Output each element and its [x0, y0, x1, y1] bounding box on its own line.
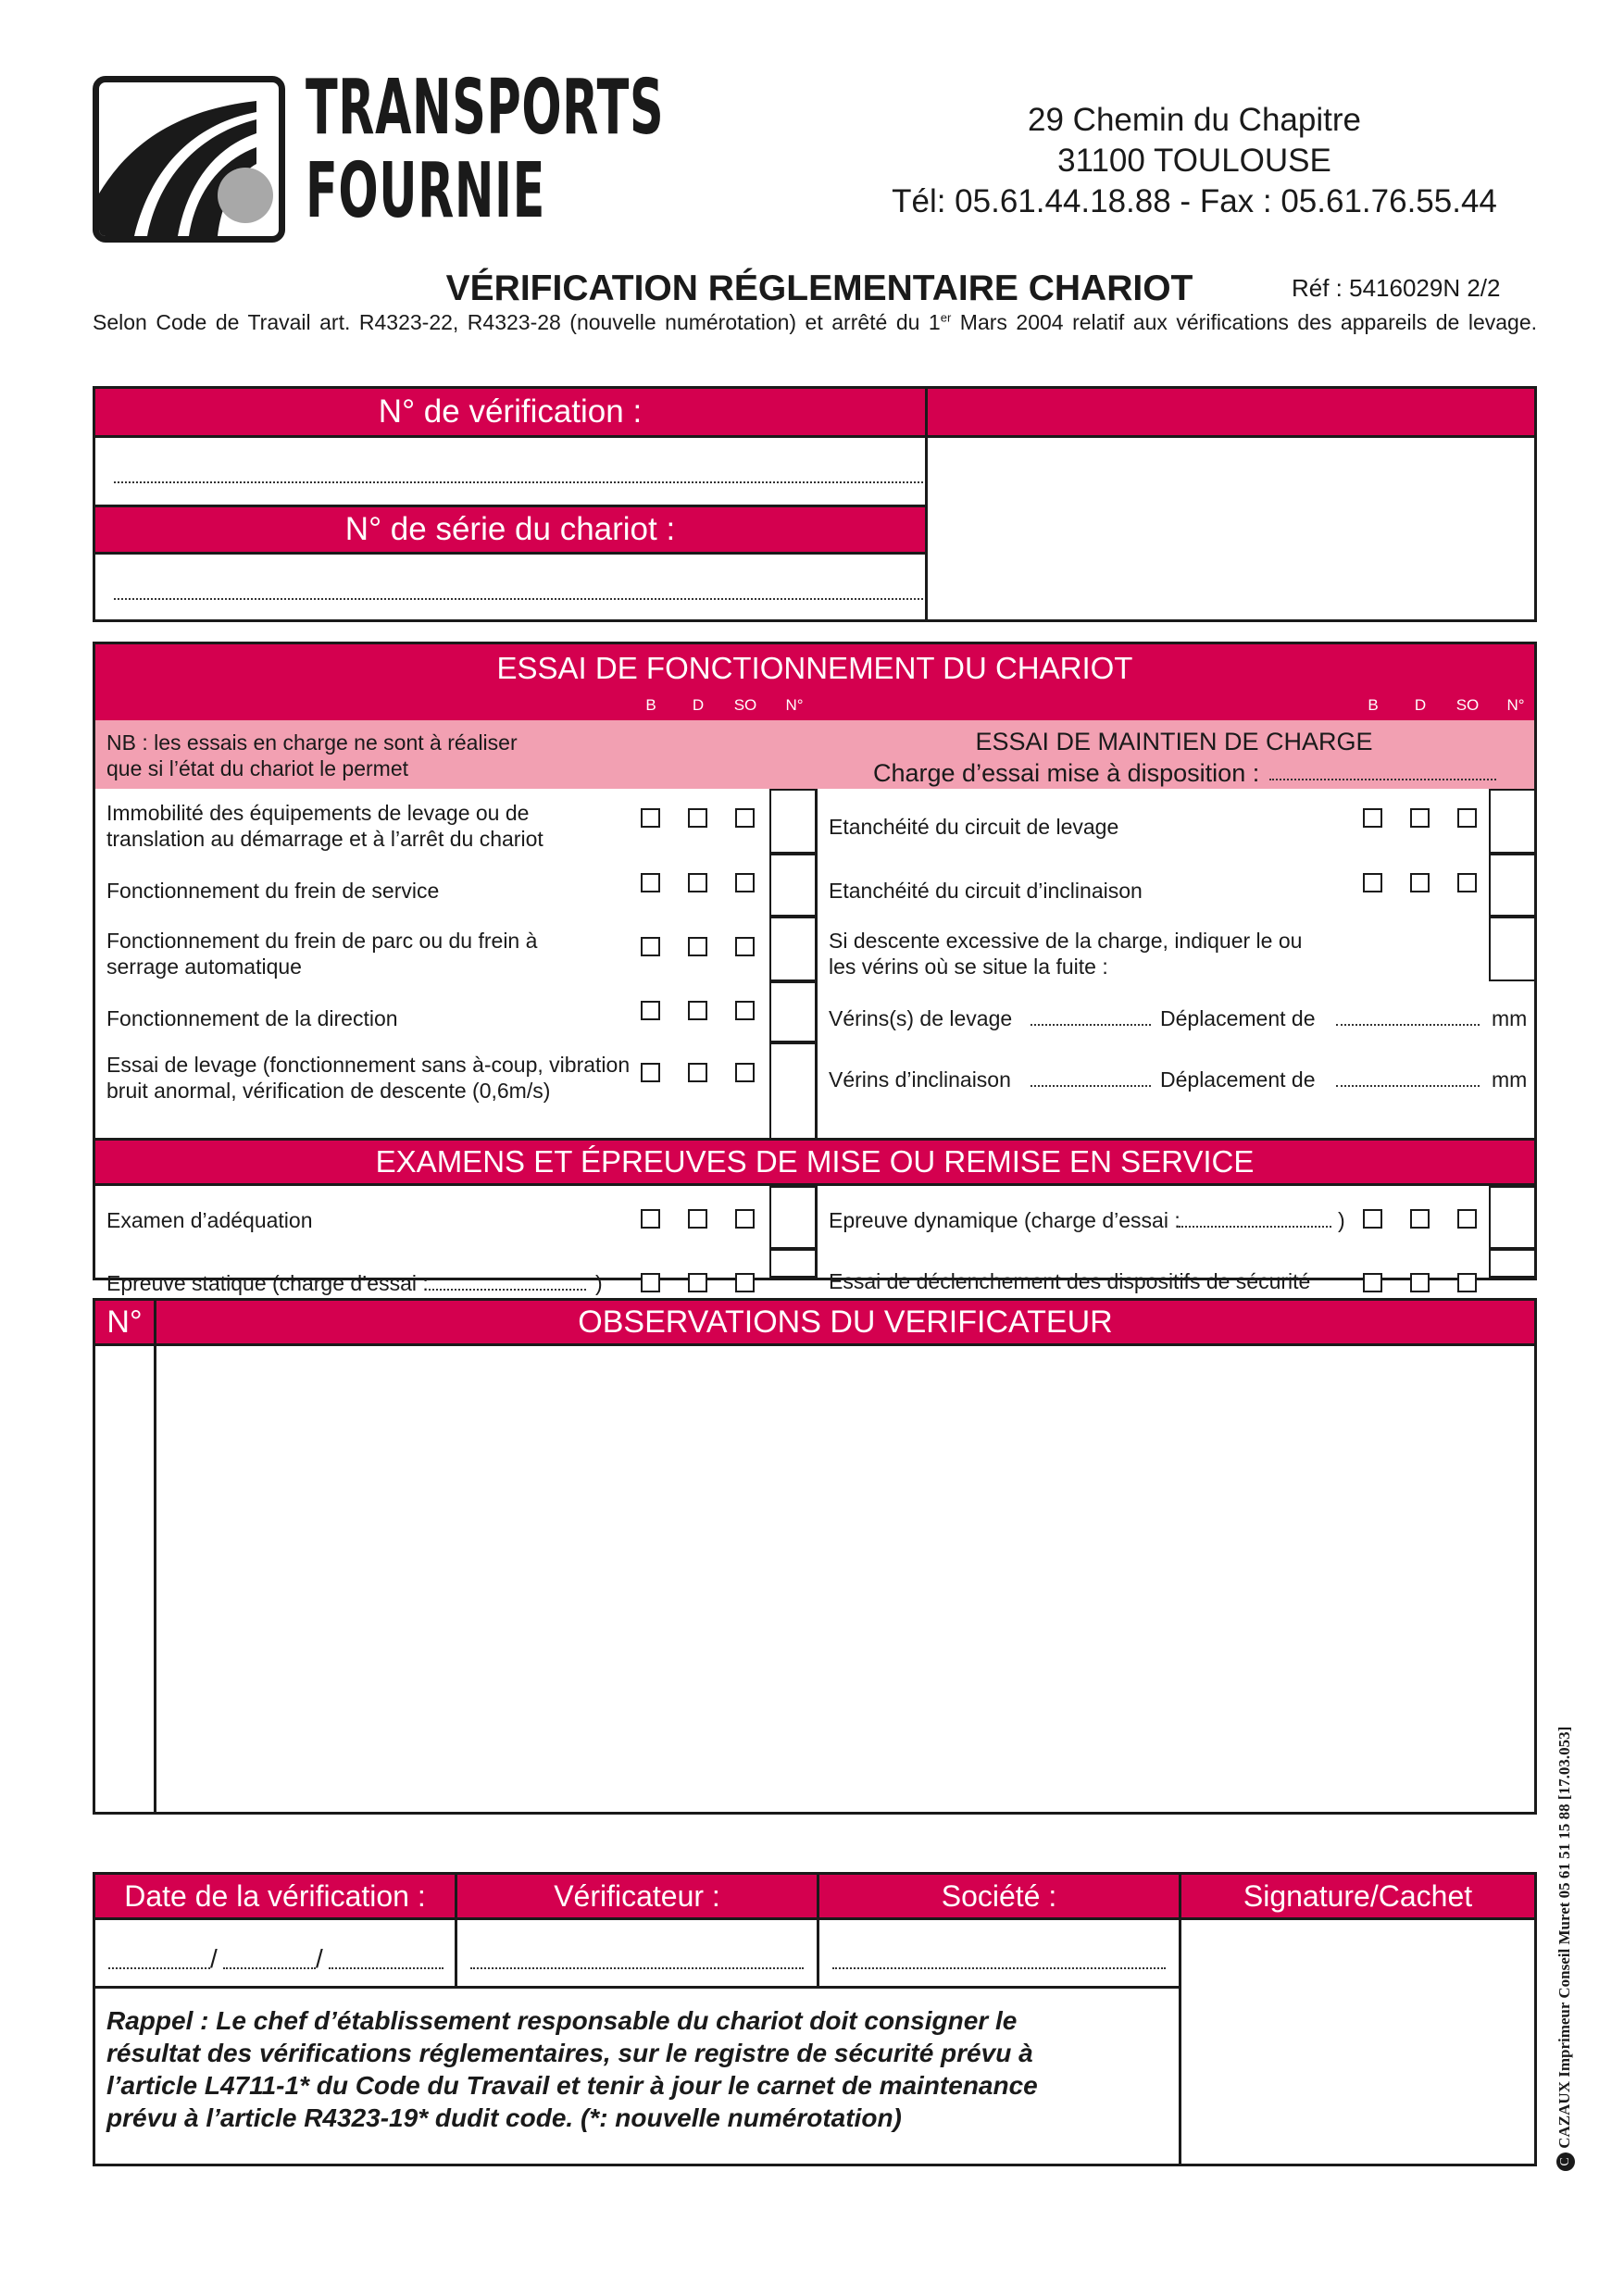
essai-header — [95, 644, 1534, 720]
number-box[interactable] — [769, 1249, 815, 1278]
number-box[interactable] — [1489, 1186, 1534, 1249]
divider — [95, 552, 925, 555]
checkbox-b[interactable] — [641, 1273, 660, 1292]
number-box[interactable] — [769, 917, 815, 981]
observations-box — [93, 1298, 1537, 1815]
observations-num-header: N° — [95, 1301, 154, 1343]
checkbox-b[interactable] — [1363, 1209, 1382, 1229]
checkbox-b[interactable] — [641, 808, 660, 828]
essai-row-2 — [106, 878, 439, 904]
vertical-divider — [815, 789, 818, 1141]
number-box[interactable] — [1489, 789, 1534, 854]
verin-inclinaison-field[interactable] — [1031, 1085, 1151, 1087]
row-text: Immobilité des équipements de levage ou de — [106, 801, 530, 825]
number-box[interactable] — [1489, 854, 1534, 917]
company-logo — [93, 76, 285, 243]
number-box[interactable] — [769, 854, 815, 917]
essai-row-1 — [106, 800, 543, 852]
subtitle-text-1: Selon Code de Travail art. R4323-22, R4323-28 (nouvelle numérotation) et arrêté du 1 — [93, 310, 941, 334]
brand-line-1: TRANSPORTS — [306, 64, 665, 152]
row-text: Fonctionnement du frein de service — [106, 879, 440, 903]
checkbox-d[interactable] — [688, 808, 707, 828]
rappel-line-3: l’article L4711-1* du Code du Travail et tenir à jour le carnet de maintenance — [106, 2071, 1038, 2100]
reference-number: Réf : 5416029N 2/2 — [1292, 274, 1501, 302]
checkbox-d[interactable] — [688, 937, 707, 956]
observations-title: OBSERVATIONS DU VERIFICATEUR — [156, 1301, 1534, 1343]
row-text: Fonctionnement du frein de parc ou du frein à — [106, 929, 538, 953]
copyright-icon: C — [1556, 2152, 1575, 2171]
deplacement-label: Déplacement de — [1160, 1006, 1316, 1030]
rappel-line-2: résultat des vérifications réglementaires, sur le registre de sécurité prévu à — [106, 2039, 1033, 2067]
col-header-so-right: SO — [1455, 696, 1480, 714]
date-header: Date de la vérification : — [95, 1875, 455, 1917]
col-header-d: D — [692, 696, 705, 714]
address-contact: Tél: 05.61.44.18.88 - Fax : 05.61.76.55.44 — [892, 183, 1497, 219]
checkbox-d[interactable] — [1410, 808, 1430, 828]
col-header-num-right: N° — [1506, 696, 1525, 714]
checkbox-so[interactable] — [1457, 808, 1477, 828]
maintien-title: ESSAI DE MAINTIEN DE CHARGE — [975, 728, 1373, 755]
number-box[interactable] — [769, 789, 815, 854]
maintien-row-3 — [829, 928, 1302, 980]
checkbox-d[interactable] — [688, 1063, 707, 1082]
subtitle-text-2: Mars 2004 relatif aux vérifications des appareils de levage. — [951, 310, 1538, 334]
checkbox-b[interactable] — [641, 1001, 660, 1020]
row-text: les vérins où se situe la fuite : — [829, 955, 1108, 979]
printer-imprint-text: CAZAUX Imprimeur Conseil Muret 05 61 51 15 88 [17.03.053] — [1555, 1726, 1573, 2149]
verification-number-header: N° de vérification : — [95, 389, 925, 435]
row-text: Fonctionnement de la direction — [106, 1006, 398, 1030]
essai-declenchement-label: Essai de déclenchement des dispositifs de sécurité — [829, 1269, 1311, 1293]
verin-levage-field[interactable] — [1031, 1024, 1151, 1026]
nb-note — [106, 730, 518, 781]
regulation-subtitle — [93, 310, 1537, 335]
epreuve-dynamique-field[interactable] — [1179, 1226, 1331, 1228]
serial-number-header: N° de série du chariot : — [95, 507, 925, 552]
verificateur-field[interactable] — [470, 1967, 804, 1969]
deplacement-label: Déplacement de — [1160, 1067, 1316, 1092]
nb-line-2: que si l’état du chariot le permet — [106, 756, 409, 780]
checkbox-so[interactable] — [735, 1001, 755, 1020]
observations-area[interactable] — [156, 1346, 1534, 1812]
unit-mm: mm — [1492, 1067, 1528, 1092]
essai-title: ESSAI DE FONCTIONNEMENT DU CHARIOT — [496, 651, 1133, 685]
col-header-so: SO — [733, 696, 757, 714]
checkbox-so[interactable] — [735, 1209, 755, 1229]
signature-header: Signature/Cachet — [1181, 1875, 1534, 1917]
number-box[interactable] — [769, 1186, 815, 1249]
row-text: bruit anormal, vérification de descente (0,6m/s) — [106, 1079, 551, 1103]
identification-box — [93, 386, 1537, 622]
checkbox-d[interactable] — [688, 1209, 707, 1229]
epreuve-statique-field[interactable] — [429, 1289, 586, 1291]
printer-imprint — [1555, 1616, 1578, 2171]
checkbox-b[interactable] — [641, 937, 660, 956]
checkbox-d[interactable] — [1410, 873, 1430, 892]
row-text: Essai de levage (fonctionnement sans à-coup, vibration — [106, 1053, 631, 1077]
checkbox-b[interactable] — [1363, 808, 1382, 828]
checkbox-b[interactable] — [1363, 873, 1382, 892]
checkbox-so[interactable] — [735, 1273, 755, 1292]
rappel-line-1: Rappel : Le chef d’établissement responsable du chariot doit consigner le — [106, 2006, 1018, 2035]
brand-name — [306, 64, 665, 235]
checkbox-b[interactable] — [1363, 1273, 1382, 1292]
verification-number-field[interactable] — [114, 481, 923, 483]
epreuve-dynamique-label: Epreuve dynamique (charge d’essai : — [829, 1208, 1181, 1232]
unit-mm: mm — [1492, 1006, 1528, 1030]
verin-inclinaison-label: Vérins d’inclinaison — [829, 1067, 1011, 1092]
examens-title: EXAMENS ET ÉPREUVES DE MISE OU REMISE EN SERVICE — [95, 1141, 1534, 1183]
number-box[interactable] — [1489, 1249, 1534, 1278]
checkbox-so[interactable] — [735, 808, 755, 828]
close-paren: ) — [595, 1271, 603, 1295]
deplacement-inclinaison-field[interactable] — [1336, 1085, 1480, 1087]
checkbox-d[interactable] — [688, 873, 707, 892]
maintien-row-1: Etanchéité du circuit de levage — [829, 815, 1119, 839]
road-logo-icon — [99, 82, 279, 236]
date-separator: / — [210, 1944, 218, 1973]
date-month-field[interactable] — [223, 1967, 316, 1969]
number-box[interactable] — [769, 981, 815, 1042]
rappel-line-4: prévu à l’article R4323-19* dudit code. (*: nouvelle numérotation) — [106, 2103, 902, 2132]
company-address — [815, 100, 1574, 222]
divider — [95, 435, 1534, 438]
identification-right-header — [928, 389, 1534, 435]
examen-adequation: Examen d’adéquation — [106, 1208, 313, 1232]
vertical-divider — [815, 1186, 818, 1278]
checkbox-b[interactable] — [641, 1209, 660, 1229]
signature-area[interactable] — [1181, 1920, 1534, 2164]
address-city: 31100 TOULOUSE — [1057, 143, 1331, 179]
subtitle-sup: er — [940, 310, 952, 325]
serial-number-field[interactable] — [114, 598, 923, 600]
row-text: Si descente excessive de la charge, indiquer le ou — [829, 929, 1303, 953]
checkbox-b[interactable] — [641, 1063, 660, 1082]
checkbox-so[interactable] — [735, 873, 755, 892]
deplacement-levage-field[interactable] — [1336, 1024, 1480, 1026]
row-text: serrage automatique — [106, 955, 302, 979]
number-box[interactable] — [1489, 917, 1534, 981]
col-header-d-right: D — [1414, 696, 1427, 714]
nb-line-1: NB : les essais en charge ne sont à réaliser — [106, 730, 518, 755]
page-title: VÉRIFICATION RÉGLEMENTAIRE CHARIOT — [445, 268, 1193, 308]
checkbox-d[interactable] — [1410, 1273, 1430, 1292]
col-header-b-right: B — [1368, 696, 1379, 714]
signature-table — [93, 1872, 1537, 2166]
address-street: 29 Chemin du Chapitre — [1028, 102, 1361, 138]
societe-field[interactable] — [832, 1967, 1166, 1969]
checkbox-so[interactable] — [1457, 1209, 1477, 1229]
checkbox-so[interactable] — [1457, 873, 1477, 892]
checkbox-d[interactable] — [688, 1273, 707, 1292]
checkbox-so[interactable] — [735, 937, 755, 956]
checkbox-b[interactable] — [641, 873, 660, 892]
essai-row-3 — [106, 928, 537, 980]
date-day-field[interactable] — [108, 1967, 210, 1969]
checkbox-d[interactable] — [1410, 1209, 1430, 1229]
vertical-divider — [925, 389, 928, 619]
checkbox-d[interactable] — [688, 1001, 707, 1020]
essai-row-4 — [106, 1005, 398, 1031]
checkbox-so[interactable] — [1457, 1273, 1477, 1292]
essai-section — [93, 642, 1537, 1295]
rappel-note — [106, 2004, 1038, 2134]
col-header-num: N° — [785, 696, 804, 714]
brand-line-2: FOURNIE — [306, 147, 545, 235]
checkbox-so[interactable] — [735, 1063, 755, 1082]
date-year-field[interactable] — [329, 1967, 443, 1969]
close-paren: ) — [1338, 1208, 1345, 1232]
divider — [95, 1986, 1179, 1989]
epreuve-statique-label: Epreuve statique (charge d’essai : — [106, 1271, 429, 1295]
maintien-charge-label: Charge d’essai mise à disposition : — [873, 759, 1260, 787]
essai-row-5 — [106, 1052, 630, 1104]
row-text: translation au démarrage et à l’arrêt du chariot — [106, 827, 543, 851]
verin-levage-label: Vérins(s) de levage — [829, 1006, 1013, 1030]
number-box[interactable] — [769, 1042, 815, 1141]
date-separator: / — [316, 1944, 323, 1973]
societe-header: Société : — [819, 1875, 1179, 1917]
maintien-row-2: Etanchéité du circuit d’inclinaison — [829, 879, 1143, 903]
verificateur-header: Vérificateur : — [457, 1875, 817, 1917]
maintien-charge-field[interactable] — [1269, 779, 1496, 780]
col-header-b: B — [645, 696, 656, 714]
